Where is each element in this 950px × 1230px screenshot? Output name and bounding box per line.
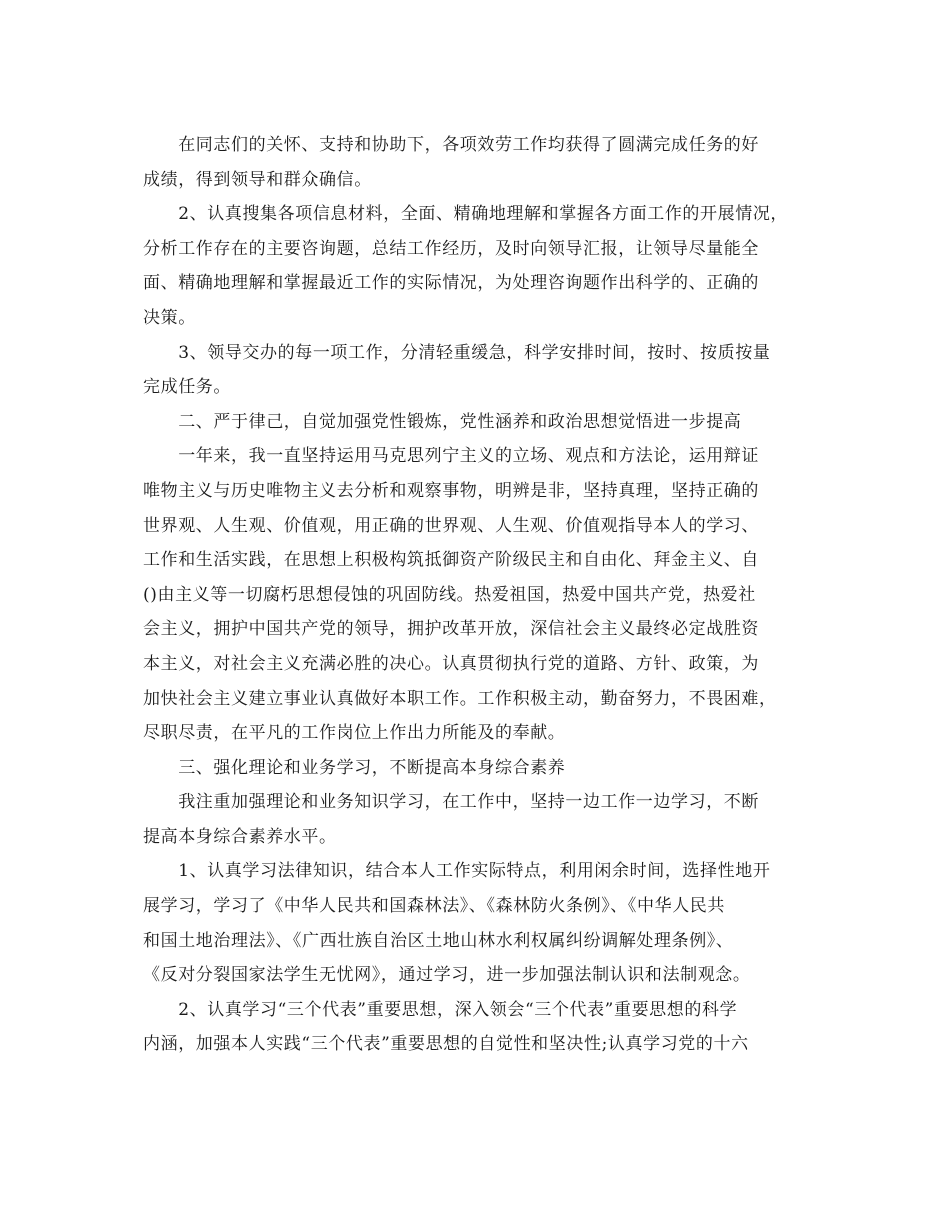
text-line: 加快社会主义建立事业认真做好本职工作。工作积极主动，勤奋努力，不畏困难， bbox=[143, 688, 777, 709]
text-line: 完成任务。 bbox=[143, 377, 231, 398]
section-heading: 二、严于律己，自觉加强党性锻炼，党性涵养和政治思想觉悟进一步提高 bbox=[143, 411, 742, 432]
text-line: 内涵，加强本人实践“三个代表”重要思想的自觉性和坚决性;认真学习党的十六 bbox=[143, 1034, 749, 1055]
document-body bbox=[143, 128, 808, 1062]
text-line: 提高本身综合素养水平。 bbox=[143, 826, 337, 847]
text-line: 会主义，拥护中国共产党的领导，拥护改革开放，深信社会主义最终必定战胜资 bbox=[143, 619, 759, 640]
text-line: 2、认真搜集各项信息材料，全面、精确地理解和掌握各方面工作的开展情况， bbox=[143, 204, 789, 225]
text-line: 展学习，学习了《中华人民共和国森林法》、《森林防火条例》、《中华人民共 bbox=[143, 896, 725, 917]
text-line: 世界观、人生观、价值观，用正确的世界观、人生观、价值观指导本人的学习、 bbox=[143, 515, 759, 536]
text-line: 尽职尽责，在平凡的工作岗位上作出力所能及的奉献。 bbox=[143, 723, 566, 744]
text-line: ()由主义等一切腐朽思想侵蚀的巩固防线。热爱祖国，热爱中国共产党，热爱社 bbox=[143, 584, 756, 605]
text-line: 工作和生活实践，在思想上积极构筑抵御资产阶级民主和自由化、拜金主义、自 bbox=[143, 550, 759, 571]
text-line: 在同志们的关怀、支持和协助下，各项效劳工作均获得了圆满完成任务的好 bbox=[143, 135, 759, 155]
text-line: 1、认真学习法律知识，结合本人工作实际特点，利用闲余时间，选择性地开 bbox=[143, 861, 771, 882]
text-line: 本主义，对社会主义充满必胜的决心。认真贯彻执行党的道路、方针、政策，为 bbox=[143, 653, 759, 674]
text-line: 和国土地治理法》、《广西壮族自治区土地山林水利权属纠纷调解处理条例》、 bbox=[143, 930, 734, 951]
section-heading: 三、强化理论和业务学习，不断提高本身综合素养 bbox=[143, 757, 566, 778]
text-line: 3、领导交办的每一项工作，分清轻重缓急，科学安排时间，按时、按质按量 bbox=[143, 342, 771, 363]
text-line: 我注重加强理论和业务知识学习，在工作中，坚持一边工作一边学习，不断 bbox=[143, 792, 759, 813]
text-line: 分析工作存在的主要咨询题，总结工作经历，及时向领导汇报，让领导尽量能全 bbox=[143, 238, 759, 259]
text-line: 《反对分裂国家法学生无忧网》，通过学习，进一步加强法制认识和法制观念。 bbox=[143, 965, 751, 986]
text-line: 2、认真学习“三个代表”重要思想，深入领会“三个代表”重要思想的科学 bbox=[143, 999, 738, 1020]
text-line: 一年来，我一直坚持运用马克思列宁主义的立场、观点和方法论，运用辩证 bbox=[143, 446, 759, 467]
text-line: 唯物主义与历史唯物主义去分析和观察事物，明辨是非，坚持真理，坚持正确的 bbox=[143, 480, 759, 501]
text-line: 决策。 bbox=[143, 307, 196, 328]
text-line: 成绩，得到领导和群众确信。 bbox=[143, 169, 372, 190]
text-line: 面、精确地理解和掌握最近工作的实际情况，为处理咨询题作出科学的、正确的 bbox=[143, 273, 759, 294]
